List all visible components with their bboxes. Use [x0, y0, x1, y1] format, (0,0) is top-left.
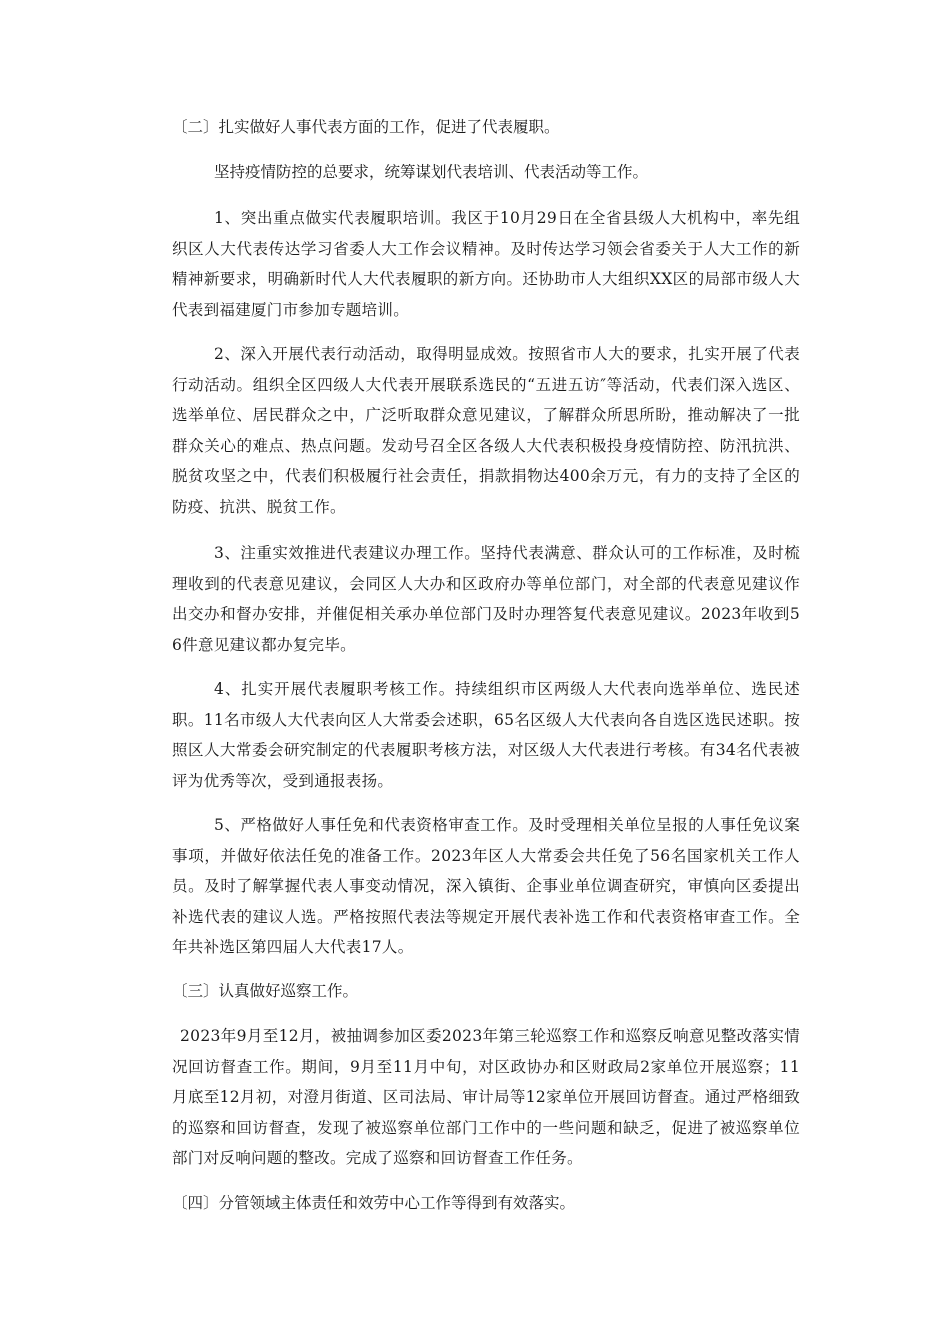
- item-4-paragraph: 4、扎实开展代表履职考核工作。持续组织市区两级人大代表向选举单位、选民述职。11名市级人大代表向区人大常委会述职，65名区级人大代表向各自选区选民述职。按照区人大常委会研究制定的代表履职考核方法，对区级人大代表进行考核。有34名代表被评为优秀等次，受到通报表扬。: [172, 680, 800, 790]
- item-5-paragraph: 5、严格做好人事任免和代表资格审查工作。及时受理相关单位呈报的人事任免议案事项，并做好依法任免的准备工作。2023年区人大常委会共任免了56名国家机关工作人员。及时了解掌握代表人事变动情况，深入镇街、企事业单位调查研究，审慎向区委提出补选代表的建议人选。严格按照代表法等规定开展代表补选工作和代表资格审查工作。全年共补选区第四届人大代表17人。: [172, 816, 800, 956]
- section-2-heading: 〔二〕扎实做好人事代表方面的工作，促进了代表履职。: [172, 118, 560, 136]
- item-3-paragraph: 3、注重实效推进代表建议办理工作。坚持代表满意、群众认可的工作标准，及时梳理收到的代表意见建议，会同区人大办和区政府办等单位部门，对全部的代表意见建议作出交办和督办安排，并催促相关承办单位部门及时办理答复代表意见建议。2023年收到56件意见建议都办复完毕。: [172, 544, 800, 654]
- section-2-intro: 坚持疫情防控的总要求，统筹谋划代表培训、代表活动等工作。: [214, 163, 649, 181]
- item-2-paragraph: 2、深入开展代表行动活动，取得明显成效。按照省市人大的要求，扎实开展了代表行动活动。组织全区四级人大代表开展联系选民的“五进五访″等活动，代表们深入选区、选举单位、居民群众之中，广泛听取群众意见建议，了解群众所思所盼，推动解决了一批群众关心的难点、热点问题。发动号召全区各级人大代表积极投身疫情防控、防汛抗洪、脱贫攻坚之中，代表们积极履行社会责任，捐款捐物达400余万元，有力的支持了全区的防疫、抗洪、脱贫工作。: [172, 345, 800, 516]
- item-1-paragraph: 1、突出重点做实代表履职培训。我区于10月29日在全省县级人大机构中，率先组织区人大代表传达学习省委人大工作会议精神。及时传达学习领会省委关于人大工作的新精神新要求，明确新时代人大代表履职的新方向。还协助市人大组织XX区的局部市级人大代表到福建厦门市参加专题培训。: [172, 209, 800, 319]
- section-3-paragraph: 2023年9月至12月，被抽调参加区委2023年第三轮巡察工作和巡察反响意见整改落实情况回访督查工作。期间，9月至11月中旬，对区政协办和区财政局2家单位开展巡察；11月底至12月初，对澄月街道、区司法局、审计局等12家单位开展回访督查。通过严格细致的巡察和回访督查，发现了被巡察单位部门工作中的一些问题和缺乏，促进了被巡察单位部门对反响问题的整改。完成了巡察和回访督查工作任务。: [172, 1027, 800, 1167]
- section-4-heading: 〔四〕分管领域主体责任和效劳中心工作等得到有效落实。: [172, 1194, 576, 1212]
- section-3-heading: 〔三〕认真做好巡察工作。: [172, 982, 359, 1000]
